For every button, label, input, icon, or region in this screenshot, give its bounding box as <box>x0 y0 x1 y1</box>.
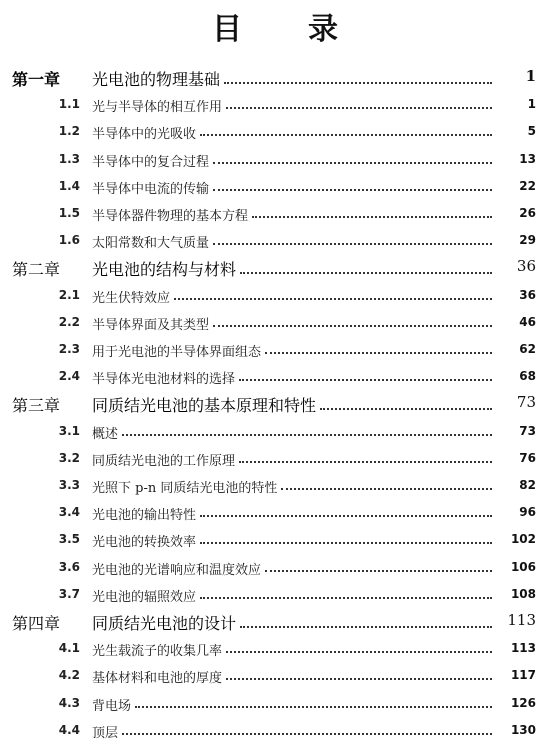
section-title: 半导体中的复合过程 <box>92 154 210 170</box>
page-number: 1 <box>525 67 536 85</box>
toc-section-entry <box>0 416 550 446</box>
page-title <box>0 4 550 48</box>
section-title: 光与半导体的相互作用 <box>92 100 223 116</box>
dot-leader <box>213 158 492 164</box>
page-number: 5 <box>527 124 536 139</box>
section-title: 背电场 <box>92 698 132 714</box>
dot-leader <box>200 511 492 517</box>
toc-section-entry <box>0 688 550 718</box>
toc-section-entry <box>0 280 550 310</box>
page-number: 113 <box>510 641 536 656</box>
section-number: 2.1 <box>58 287 80 302</box>
toc-section-entry <box>0 715 550 745</box>
toc-section-entry <box>0 198 550 228</box>
page-number: 73 <box>519 423 536 438</box>
section-number: 4.3 <box>58 695 80 710</box>
section-title: 顶层 <box>92 725 119 741</box>
toc-chapter-entry <box>0 606 550 636</box>
page-number: 82 <box>519 478 536 492</box>
section-title: 半导体器件物理的基本方程 <box>92 209 249 224</box>
title-char-right: 录 <box>308 12 338 47</box>
section-title: 用于光电池的半导体界面组态 <box>92 345 262 360</box>
toc-section-entry <box>0 334 550 364</box>
chapter-title: 同质结光电池的基本原理和特性 <box>92 396 317 416</box>
toc-section-entry <box>0 307 550 337</box>
toc-section-entry <box>0 633 550 663</box>
toc-section-entry <box>0 579 550 609</box>
page-number: 46 <box>519 314 536 329</box>
dot-leader <box>213 185 492 191</box>
page-number: 117 <box>510 668 536 683</box>
section-number: 2.3 <box>58 342 80 356</box>
dot-leader <box>213 321 492 327</box>
chapter-number: 第一章 <box>12 70 61 89</box>
page-number: 13 <box>519 151 536 166</box>
section-title: 概述 <box>92 426 119 442</box>
dot-leader <box>265 348 492 354</box>
chapter-number: 第二章 <box>12 260 61 280</box>
title-char-left: 目 <box>212 12 242 47</box>
section-number: 3.5 <box>58 532 80 547</box>
section-number: 1.1 <box>58 97 80 112</box>
page-number: 108 <box>510 586 536 601</box>
dot-leader <box>213 239 492 245</box>
toc-section-entry <box>0 524 550 554</box>
dot-leader <box>226 103 492 109</box>
toc-chapter-entry <box>0 62 550 92</box>
toc-section-entry <box>0 144 550 174</box>
toc-section-entry <box>0 443 550 473</box>
page-number: 113 <box>507 611 536 629</box>
dot-leader <box>224 78 492 84</box>
toc-section-entry <box>0 89 550 119</box>
page-number: 36 <box>516 257 536 276</box>
toc-chapter-entry <box>0 252 550 282</box>
page-number: 68 <box>519 369 536 384</box>
section-number: 3.6 <box>58 559 80 574</box>
page-number: 36 <box>519 287 536 302</box>
page-number: 73 <box>516 393 536 412</box>
section-title: 光生伏特效应 <box>92 290 171 306</box>
page-number: 102 <box>510 532 536 547</box>
section-title: 光生载流子的收集几率 <box>92 644 223 660</box>
dot-leader <box>200 593 492 599</box>
section-title: 同质结光电池的工作原理 <box>92 453 236 469</box>
section-number: 3.4 <box>58 505 80 520</box>
toc-section-entry <box>0 171 550 201</box>
toc-section-entry <box>0 361 550 391</box>
section-title: 光照下 p-n 同质结光电池的特性 <box>92 481 278 496</box>
dot-leader <box>226 674 492 680</box>
section-number: 4.4 <box>58 722 80 737</box>
dot-leader <box>200 538 492 544</box>
dot-leader <box>174 294 492 300</box>
section-number: 3.2 <box>58 450 80 465</box>
page-number: 106 <box>510 559 536 574</box>
toc-section-entry <box>0 225 550 255</box>
chapter-title: 同质结光电池的设计 <box>92 614 237 633</box>
section-number: 1.3 <box>58 151 80 166</box>
section-title: 光电池的输出特性 <box>92 508 197 524</box>
section-title: 基体材料和电池的厚度 <box>92 671 223 687</box>
section-number: 4.2 <box>58 668 80 683</box>
dot-leader <box>122 729 492 735</box>
section-title: 半导体界面及其类型 <box>92 317 210 333</box>
section-number: 1.2 <box>58 124 80 139</box>
dot-leader <box>226 647 492 653</box>
toc-section-entry <box>0 660 550 690</box>
dot-leader <box>281 484 492 490</box>
toc-section-entry <box>0 116 550 146</box>
page-number: 130 <box>510 722 536 737</box>
section-title: 光电池的光谱响应和温度效应 <box>92 562 262 578</box>
section-title: 半导体中电流的传输 <box>92 181 210 197</box>
dot-leader <box>265 566 492 572</box>
chapter-title: 光电池的物理基础 <box>92 70 221 89</box>
section-number: 3.1 <box>58 423 80 438</box>
section-number: 2.2 <box>58 314 80 329</box>
chapter-number: 第四章 <box>12 614 61 633</box>
section-number: 1.5 <box>58 206 80 220</box>
section-number: 1.4 <box>58 178 80 193</box>
page-number: 126 <box>510 695 536 710</box>
section-number: 2.4 <box>58 369 80 384</box>
dot-leader <box>320 404 492 410</box>
dot-leader <box>239 457 492 463</box>
page-number: 26 <box>519 206 536 220</box>
toc-section-entry <box>0 470 550 500</box>
chapter-number: 第三章 <box>12 396 61 416</box>
dot-leader <box>252 212 492 218</box>
chapter-title: 光电池的结构与材料 <box>92 260 237 280</box>
section-title: 光电池的辐照效应 <box>92 589 197 605</box>
dot-leader <box>135 702 492 708</box>
page-number: 22 <box>519 178 536 193</box>
section-title: 半导体光电池材料的选择 <box>92 372 236 388</box>
dot-leader <box>122 430 492 436</box>
section-title: 半导体中的光吸收 <box>92 127 197 143</box>
section-title: 太阳常数和大气质量 <box>92 236 210 252</box>
section-number: 3.7 <box>58 586 80 601</box>
section-number: 4.1 <box>58 641 80 656</box>
toc-chapter-entry <box>0 388 550 418</box>
page-number: 76 <box>519 450 536 465</box>
section-number: 3.3 <box>58 478 80 492</box>
section-number: 1.6 <box>58 233 80 248</box>
dot-leader <box>200 130 492 136</box>
section-title: 光电池的转换效率 <box>92 535 197 551</box>
dot-leader <box>240 622 492 628</box>
toc-section-entry <box>0 497 550 527</box>
page-number: 96 <box>519 505 536 520</box>
page-number: 1 <box>527 97 536 112</box>
page-number: 62 <box>519 342 536 356</box>
toc-section-entry <box>0 552 550 582</box>
dot-leader <box>239 375 492 381</box>
page-number: 29 <box>519 233 536 248</box>
dot-leader <box>240 268 492 274</box>
